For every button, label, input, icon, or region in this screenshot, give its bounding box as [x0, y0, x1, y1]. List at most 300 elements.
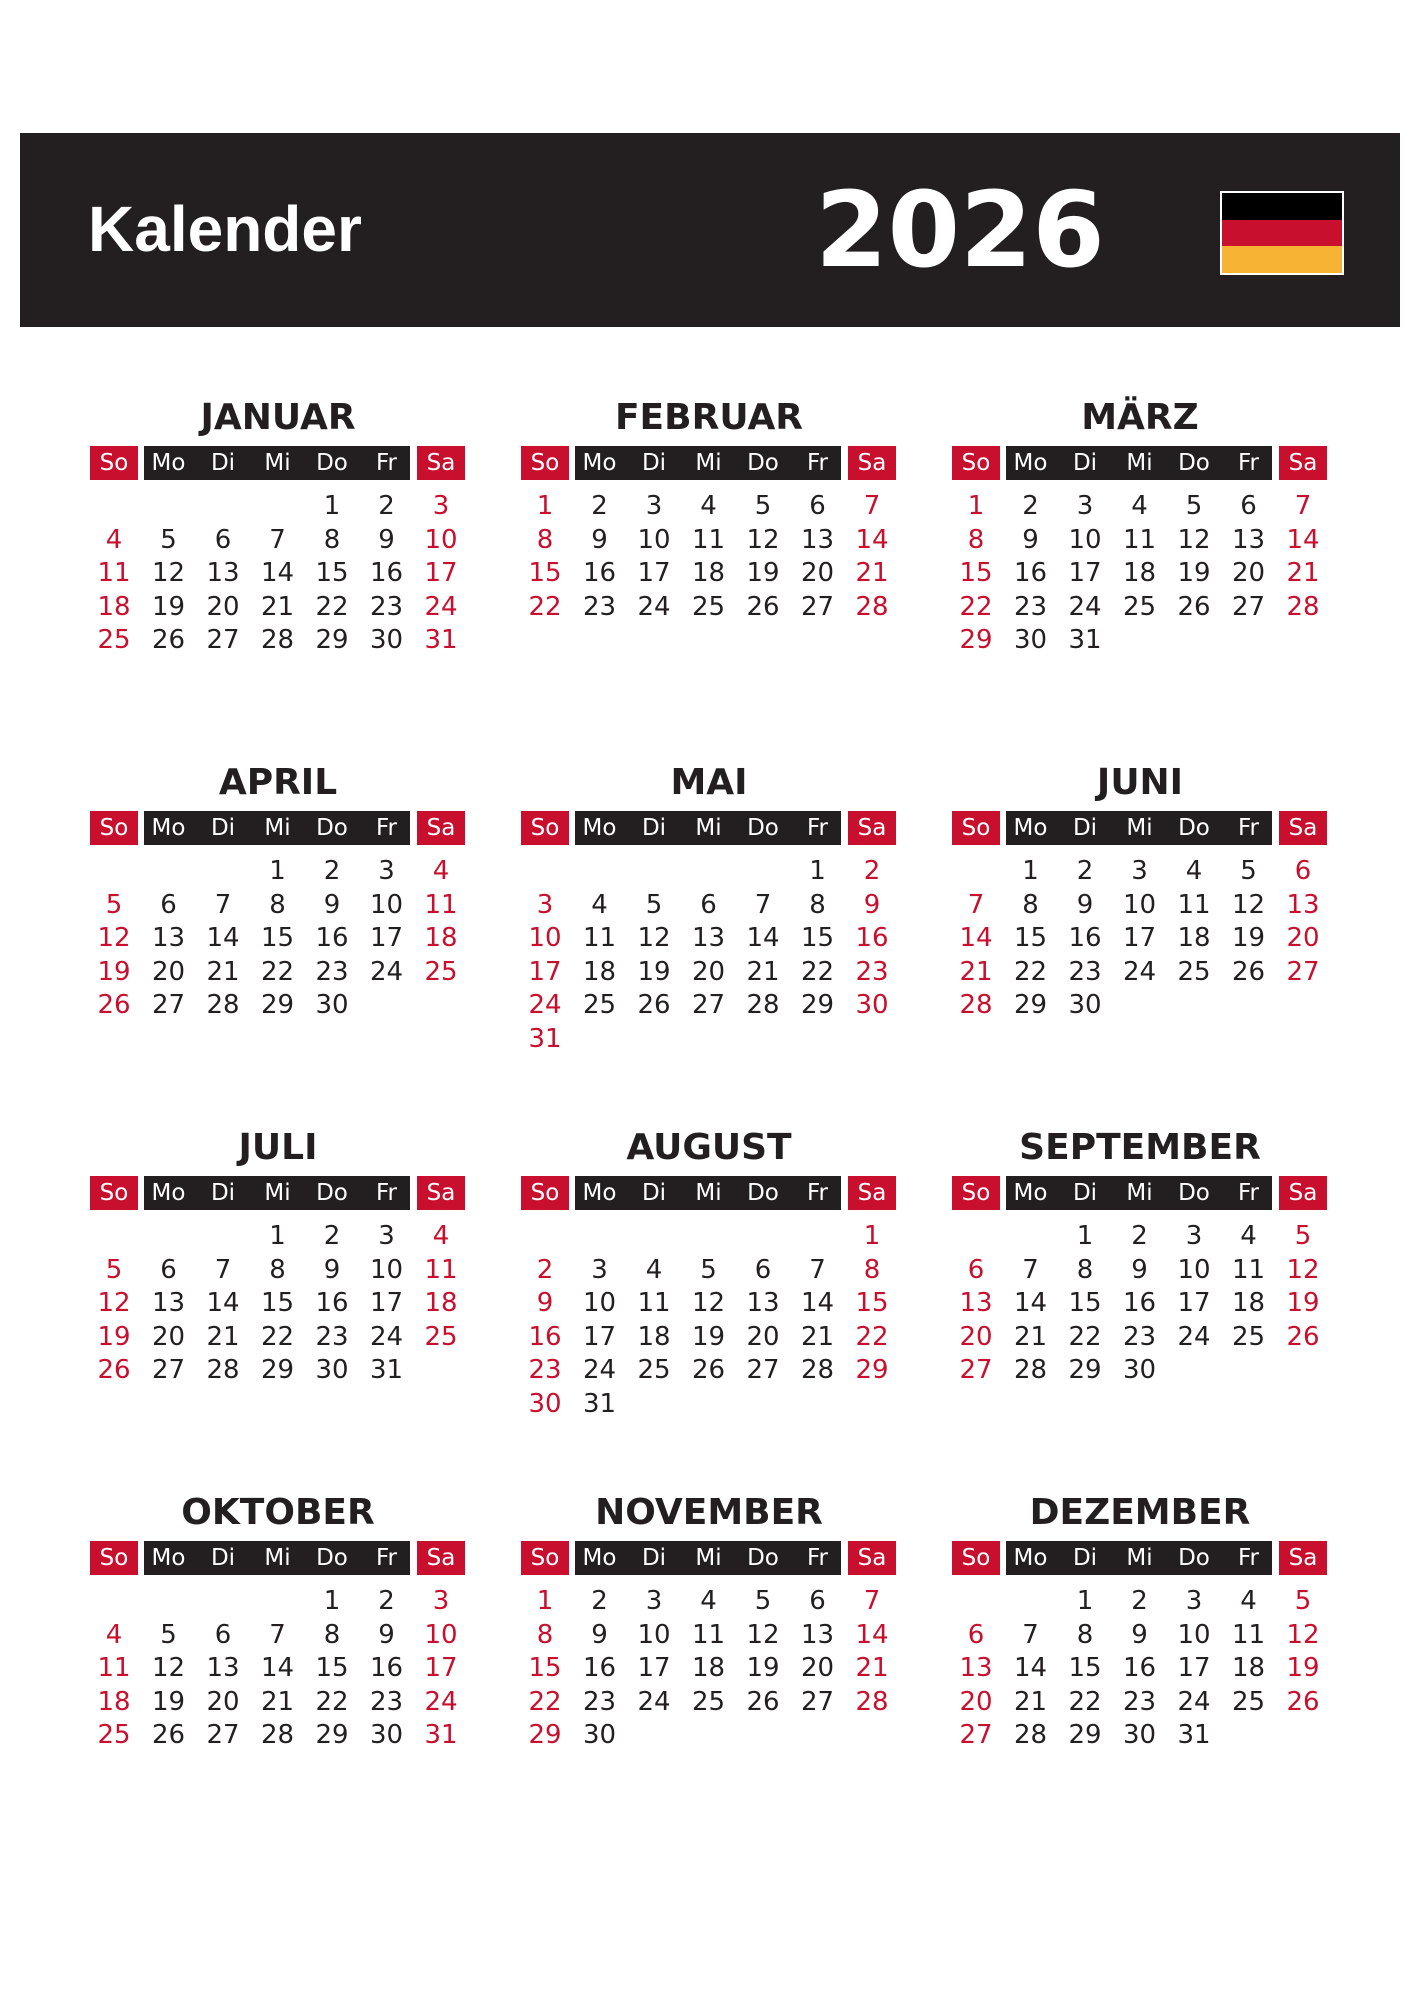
day-cell: 27: [206, 625, 240, 655]
weekday-header: [950, 811, 1330, 845]
day-cell: 10: [1177, 1619, 1211, 1650]
day-cell: 6: [967, 1619, 985, 1650]
day-cell: 17: [1068, 558, 1102, 588]
day-cell: 30: [1013, 625, 1048, 655]
day-cell: 19: [151, 1686, 186, 1717]
day-cell: 24: [369, 1321, 404, 1352]
month-block: [88, 390, 468, 690]
weekday-label: Mo: [582, 1545, 617, 1571]
day-cell: 2: [863, 856, 881, 886]
month-block: [88, 1485, 468, 1785]
weekday-header: [950, 1541, 1330, 1575]
day-cell: 6: [1240, 491, 1257, 521]
day-cell: 2: [536, 1254, 554, 1285]
weekday-label: Mo: [151, 1180, 186, 1206]
day-cell: 3: [1185, 1221, 1203, 1251]
day-cell: 6: [809, 1586, 826, 1616]
day-cell: 7: [1022, 1254, 1039, 1285]
weekday-label: Mi: [1126, 815, 1153, 841]
day-cell: 4: [1131, 491, 1148, 521]
day-cell: 29: [1068, 1720, 1102, 1750]
day-cell: 23: [855, 956, 889, 987]
day-cell: 3: [536, 889, 554, 920]
weekday-label: Mi: [264, 1180, 291, 1206]
month-block: [950, 1120, 1330, 1420]
day-cell: 26: [746, 1686, 780, 1717]
weekday-label: Di: [210, 815, 236, 841]
weekday-label: So: [90, 1176, 138, 1210]
day-cell: 20: [746, 1321, 780, 1352]
month-block: [950, 755, 1330, 1055]
day-cell: 19: [637, 956, 671, 987]
weekday-label: Do: [1178, 450, 1210, 476]
day-cell: 4: [645, 1254, 663, 1285]
day-cell: 29: [260, 990, 295, 1020]
day-cell: 23: [528, 1355, 562, 1385]
weekday-label: Do: [747, 450, 779, 476]
weekday-label: Di: [641, 450, 667, 476]
day-cell: 14: [800, 1288, 835, 1318]
day-cell: 23: [315, 956, 349, 987]
day-cell: 30: [1122, 1355, 1157, 1385]
weekday-label: Fr: [1237, 1180, 1259, 1206]
day-cell: 16: [855, 923, 889, 953]
day-cell: 11: [691, 524, 726, 555]
day-cell: 17: [1177, 1653, 1211, 1683]
weekday-label: Mo: [151, 1545, 186, 1571]
day-cell: 26: [1286, 1686, 1320, 1717]
day-cell: 6: [809, 491, 826, 521]
day-cell: 1: [323, 491, 341, 521]
day-cell: 22: [959, 591, 993, 622]
day-cell: 5: [1294, 1586, 1312, 1616]
day-cell: 13: [959, 1288, 993, 1318]
day-cell: 7: [863, 1586, 881, 1616]
month-days: [88, 1585, 468, 1785]
day-cell: 25: [1231, 1686, 1266, 1717]
flag-stripe-red: [1222, 220, 1342, 247]
weekday-header: [88, 1541, 468, 1575]
weekday-label: Di: [641, 815, 667, 841]
weekday-label: Fr: [1237, 450, 1259, 476]
day-cell: 22: [315, 591, 349, 622]
day-cell: 1: [967, 491, 985, 521]
calendar-title: Kalender: [88, 193, 362, 265]
day-cell: 25: [691, 1686, 726, 1717]
weekday-header: [950, 1176, 1330, 1210]
day-cell: 17: [369, 923, 404, 953]
month-days: [950, 490, 1330, 690]
day-cell: 12: [1286, 1254, 1320, 1285]
weekday-label: Sa: [848, 1541, 896, 1575]
day-cell: 12: [637, 923, 671, 953]
day-cell: 6: [700, 889, 717, 920]
day-cell: 30: [1068, 990, 1102, 1020]
weekday-label: Do: [747, 1545, 779, 1571]
day-cell: 26: [97, 990, 131, 1020]
day-cell: 23: [1122, 1686, 1157, 1717]
month-days: [88, 855, 468, 1055]
day-cell: 26: [1286, 1321, 1320, 1352]
weekday-label: Di: [210, 1545, 236, 1571]
weekday-label: Sa: [1279, 446, 1327, 480]
day-cell: 11: [424, 1254, 458, 1285]
day-cell: 24: [1177, 1686, 1211, 1717]
weekday-label: Fr: [375, 450, 397, 476]
day-cell: 1: [269, 1221, 286, 1251]
month-name: AUGUST: [626, 1127, 792, 1168]
day-cell: 25: [424, 1321, 458, 1352]
weekday-label: Mo: [1013, 815, 1048, 841]
weekday-label: So: [952, 1541, 1000, 1575]
day-cell: 18: [424, 1288, 458, 1318]
day-cell: 16: [369, 1653, 404, 1683]
day-cell: 12: [691, 1288, 726, 1318]
day-cell: 19: [151, 591, 186, 622]
weekday-label: Mo: [1013, 1180, 1048, 1206]
day-cell: 24: [1177, 1321, 1211, 1352]
weekday-label: So: [952, 446, 1000, 480]
day-cell: 1: [1076, 1586, 1094, 1616]
day-cell: 18: [637, 1321, 671, 1352]
day-cell: 11: [1122, 524, 1157, 555]
day-cell: 2: [378, 491, 395, 521]
day-cell: 27: [151, 1355, 186, 1385]
day-cell: 9: [323, 1254, 341, 1285]
day-cell: 5: [754, 491, 772, 521]
day-cell: 14: [1013, 1653, 1048, 1683]
day-cell: 9: [591, 524, 608, 555]
day-cell: 23: [582, 591, 617, 622]
month-name: NOVEMBER: [595, 1492, 823, 1533]
day-cell: 27: [1286, 956, 1320, 987]
day-cell: 1: [269, 856, 286, 886]
day-cell: 12: [151, 558, 186, 588]
day-cell: 4: [432, 1221, 450, 1251]
day-cell: 7: [1022, 1619, 1039, 1650]
day-cell: 12: [746, 1619, 780, 1650]
weekday-header: [88, 1176, 468, 1210]
day-cell: 15: [528, 558, 562, 588]
day-cell: 28: [1286, 591, 1320, 622]
day-cell: 21: [206, 1321, 240, 1352]
day-cell: 14: [206, 923, 240, 953]
day-cell: 28: [855, 1686, 889, 1717]
day-cell: 5: [160, 524, 177, 555]
day-cell: 11: [1231, 1619, 1266, 1650]
calendar-header: [20, 133, 1400, 327]
weekday-label: So: [521, 1541, 569, 1575]
weekday-label: Sa: [417, 446, 465, 480]
day-cell: 12: [1231, 889, 1266, 920]
day-cell: 17: [528, 956, 562, 987]
day-cell: 14: [959, 923, 993, 953]
day-cell: 23: [1068, 956, 1102, 987]
weekday-label: Sa: [848, 811, 896, 845]
day-cell: 20: [206, 1686, 240, 1717]
day-cell: 5: [700, 1254, 717, 1285]
day-cell: 18: [691, 558, 726, 588]
day-cell: 22: [1068, 1686, 1102, 1717]
month-block: [519, 755, 899, 1055]
day-cell: 22: [528, 1686, 562, 1717]
day-cell: 3: [645, 1586, 663, 1616]
day-cell: 1: [536, 1586, 554, 1616]
day-cell: 8: [536, 1619, 554, 1650]
weekday-label: So: [952, 811, 1000, 845]
day-cell: 10: [582, 1288, 617, 1318]
day-cell: 7: [269, 1619, 286, 1650]
day-cell: 5: [1294, 1221, 1312, 1251]
day-cell: 24: [369, 956, 404, 987]
day-cell: 13: [746, 1288, 780, 1318]
month-block: [950, 390, 1330, 690]
day-cell: 9: [1076, 889, 1094, 920]
day-cell: 8: [536, 524, 554, 555]
day-cell: 8: [1076, 1254, 1094, 1285]
day-cell: 4: [1240, 1586, 1257, 1616]
day-cell: 9: [378, 1619, 395, 1650]
day-cell: 6: [214, 1619, 232, 1650]
day-cell: 23: [369, 591, 404, 622]
day-cell: 11: [424, 889, 458, 920]
day-cell: 13: [206, 558, 240, 588]
day-cell: 5: [105, 889, 123, 920]
day-cell: 29: [800, 990, 835, 1020]
day-cell: 4: [700, 1586, 717, 1616]
day-cell: 22: [260, 956, 295, 987]
day-cell: 16: [582, 558, 617, 588]
day-cell: 26: [691, 1355, 726, 1385]
day-cell: 29: [855, 1355, 889, 1385]
day-cell: 27: [151, 990, 186, 1020]
weekday-label: Fr: [806, 815, 828, 841]
day-cell: 16: [315, 1288, 349, 1318]
day-cell: 8: [269, 1254, 286, 1285]
day-cell: 6: [160, 1254, 177, 1285]
day-cell: 7: [967, 889, 985, 920]
day-cell: 10: [528, 923, 562, 953]
day-cell: 7: [1294, 491, 1312, 521]
day-cell: 2: [591, 1586, 608, 1616]
day-cell: 13: [959, 1653, 993, 1683]
day-cell: 16: [1122, 1653, 1157, 1683]
day-cell: 24: [637, 1686, 671, 1717]
day-cell: 10: [1068, 524, 1102, 555]
day-cell: 21: [260, 591, 295, 622]
day-cell: 11: [691, 1619, 726, 1650]
month-name: OKTOBER: [181, 1492, 375, 1533]
day-cell: 9: [1131, 1619, 1148, 1650]
day-cell: 14: [260, 1653, 295, 1683]
day-cell: 22: [315, 1686, 349, 1717]
day-cell: 15: [315, 1653, 349, 1683]
calendar-year: 2026: [815, 169, 1105, 291]
weekday-label: Mi: [695, 450, 722, 476]
day-cell: 8: [323, 1619, 341, 1650]
day-cell: 14: [855, 524, 889, 555]
weekday-header: [88, 811, 468, 845]
day-cell: 24: [582, 1355, 617, 1385]
day-cell: 20: [151, 1321, 186, 1352]
day-cell: 15: [260, 923, 295, 953]
weekday-label: Fr: [375, 1180, 397, 1206]
day-cell: 15: [855, 1288, 889, 1318]
day-cell: 20: [959, 1686, 993, 1717]
day-cell: 2: [323, 856, 341, 886]
day-cell: 25: [1177, 956, 1211, 987]
day-cell: 3: [378, 1221, 395, 1251]
day-cell: 5: [160, 1619, 177, 1650]
day-cell: 5: [754, 1586, 772, 1616]
day-cell: 30: [1122, 1720, 1157, 1750]
day-cell: 3: [378, 856, 395, 886]
day-cell: 5: [1185, 491, 1203, 521]
day-cell: 1: [809, 856, 826, 886]
day-cell: 18: [1122, 558, 1157, 588]
day-cell: 23: [1013, 591, 1048, 622]
day-cell: 11: [637, 1288, 671, 1318]
month-days: [950, 1585, 1330, 1785]
weekday-label: So: [521, 1176, 569, 1210]
day-cell: 12: [1177, 524, 1211, 555]
day-cell: 30: [528, 1388, 562, 1419]
day-cell: 2: [1076, 856, 1094, 886]
day-cell: 31: [369, 1355, 404, 1385]
weekday-label: Sa: [1279, 1541, 1327, 1575]
month-block: [519, 1485, 899, 1785]
day-cell: 10: [1122, 889, 1157, 920]
day-cell: 9: [591, 1619, 608, 1650]
weekday-label: Do: [1178, 1545, 1210, 1571]
weekday-label: Mi: [1126, 1180, 1153, 1206]
month-days: [950, 855, 1330, 1055]
day-cell: 2: [378, 1586, 395, 1616]
month-days: [88, 490, 468, 690]
day-cell: 13: [1231, 524, 1266, 555]
day-cell: 26: [1231, 956, 1266, 987]
day-cell: 13: [800, 524, 835, 555]
day-cell: 11: [1231, 1254, 1266, 1285]
day-cell: 31: [582, 1388, 617, 1419]
day-cell: 15: [315, 558, 349, 588]
day-cell: 18: [1231, 1653, 1266, 1683]
day-cell: 13: [691, 923, 726, 953]
day-cell: 12: [746, 524, 780, 555]
weekday-label: Sa: [848, 1176, 896, 1210]
month-name: FEBRUAR: [614, 397, 804, 438]
day-cell: 18: [582, 956, 617, 987]
weekday-label: So: [952, 1176, 1000, 1210]
day-cell: 31: [528, 1023, 562, 1054]
weekday-label: Sa: [417, 811, 465, 845]
day-cell: 12: [151, 1653, 186, 1683]
day-cell: 13: [206, 1653, 240, 1683]
day-cell: 9: [1131, 1254, 1148, 1285]
day-cell: 30: [315, 1355, 349, 1385]
weekday-label: Fr: [806, 1545, 828, 1571]
day-cell: 2: [1022, 491, 1039, 521]
day-cell: 20: [800, 558, 835, 588]
weekday-label: Fr: [375, 815, 397, 841]
weekday-label: Mo: [582, 450, 617, 476]
weekday-label: Do: [1178, 815, 1210, 841]
weekday-label: Di: [1072, 450, 1098, 476]
weekday-label: Do: [747, 815, 779, 841]
day-cell: 14: [206, 1288, 240, 1318]
day-cell: 15: [260, 1288, 295, 1318]
day-cell: 27: [959, 1355, 993, 1385]
day-cell: 6: [214, 524, 232, 555]
day-cell: 28: [959, 990, 993, 1020]
day-cell: 27: [959, 1720, 993, 1750]
month-name: JANUAR: [200, 397, 356, 438]
day-cell: 10: [369, 889, 404, 920]
day-cell: 7: [214, 889, 232, 920]
weekday-header: [519, 446, 899, 480]
day-cell: 28: [800, 1355, 835, 1385]
day-cell: 20: [691, 956, 726, 987]
day-cell: 4: [1185, 856, 1203, 886]
day-cell: 5: [645, 889, 663, 920]
day-cell: 22: [855, 1321, 889, 1352]
day-cell: 22: [1068, 1321, 1102, 1352]
day-cell: 29: [315, 625, 349, 655]
flag-stripe-gold: [1222, 246, 1342, 273]
day-cell: 3: [432, 1586, 450, 1616]
weekday-label: So: [521, 446, 569, 480]
day-cell: 19: [691, 1321, 726, 1352]
day-cell: 25: [691, 591, 726, 622]
day-cell: 29: [1013, 990, 1048, 1020]
weekday-label: Sa: [1279, 1176, 1327, 1210]
day-cell: 19: [1177, 558, 1211, 588]
day-cell: 24: [424, 591, 458, 622]
day-cell: 21: [1013, 1321, 1048, 1352]
weekday-label: Mi: [695, 1545, 722, 1571]
day-cell: 25: [1231, 1321, 1266, 1352]
day-cell: 10: [1177, 1254, 1211, 1285]
day-cell: 5: [105, 1254, 123, 1285]
weekday-label: Di: [1072, 1545, 1098, 1571]
weekday-label: Fr: [375, 1545, 397, 1571]
weekday-label: Sa: [417, 1176, 465, 1210]
weekday-label: Mi: [695, 1180, 722, 1206]
day-cell: 14: [746, 923, 780, 953]
day-cell: 6: [754, 1254, 772, 1285]
day-cell: 10: [424, 524, 458, 555]
day-cell: 27: [800, 1686, 835, 1717]
day-cell: 1: [863, 1221, 881, 1251]
day-cell: 21: [206, 956, 240, 987]
day-cell: 8: [269, 889, 286, 920]
day-cell: 24: [637, 591, 671, 622]
day-cell: 21: [855, 558, 889, 588]
weekday-label: So: [90, 446, 138, 480]
day-cell: 17: [637, 558, 671, 588]
month-block: [950, 1485, 1330, 1785]
day-cell: 3: [1185, 1586, 1203, 1616]
day-cell: 22: [260, 1321, 295, 1352]
weekday-header: [88, 446, 468, 480]
day-cell: 23: [369, 1686, 404, 1717]
month-name: DEZEMBER: [1029, 1492, 1251, 1533]
day-cell: 9: [378, 524, 395, 555]
day-cell: 7: [754, 889, 772, 920]
month-days: [519, 490, 899, 690]
day-cell: 15: [1068, 1288, 1102, 1318]
day-cell: 8: [1076, 1619, 1094, 1650]
